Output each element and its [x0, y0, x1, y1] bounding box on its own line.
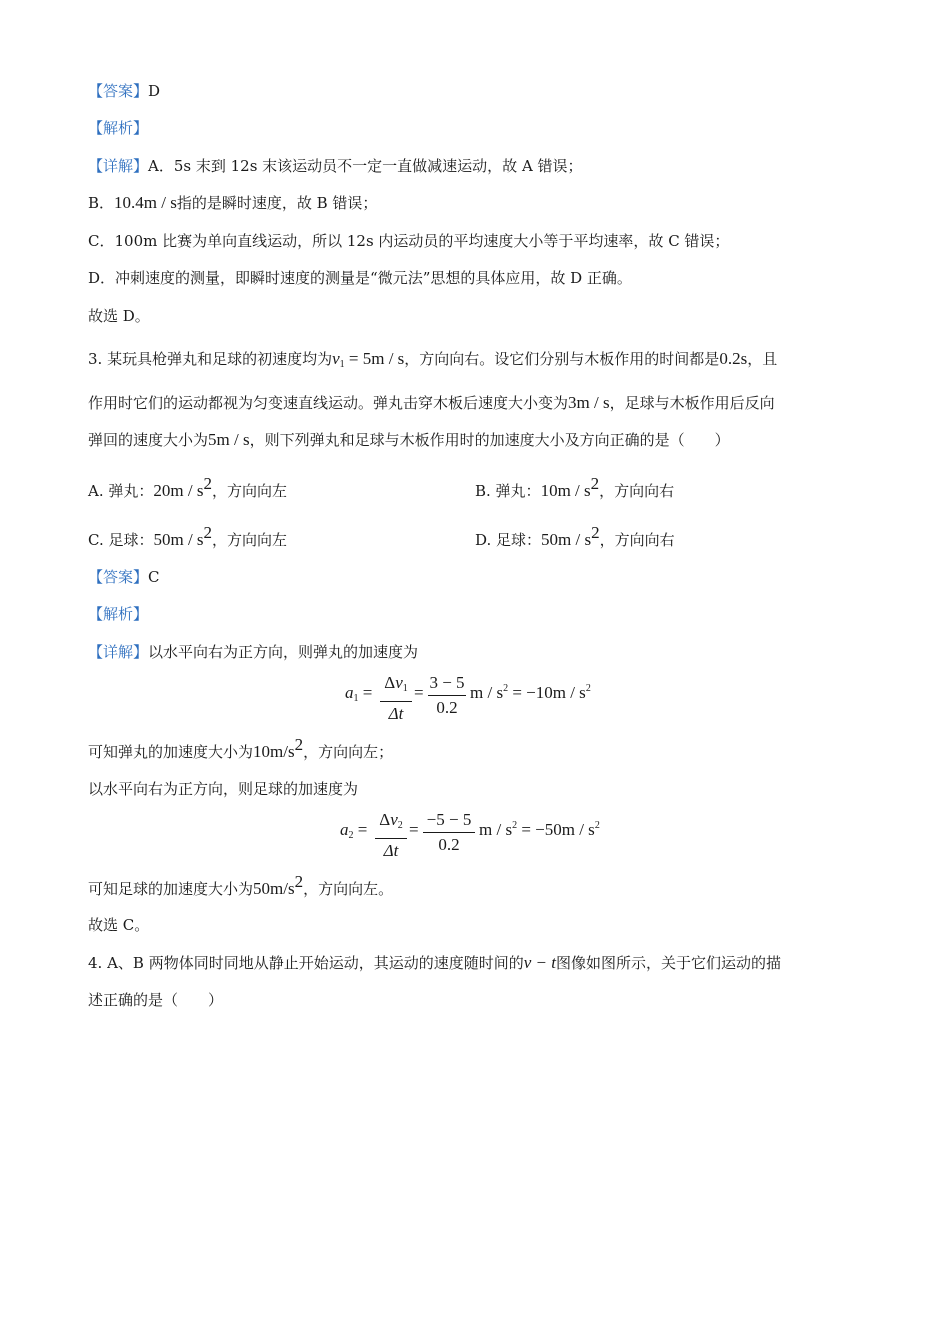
option-exponent: 2 [203, 474, 212, 493]
answer-value: D [148, 82, 161, 100]
result-exponent: 2 [594, 820, 600, 831]
velocity-subscript: 1 [402, 683, 408, 694]
option-exponent: 2 [591, 523, 600, 542]
q2-analysis-tag: 【解析】 [88, 119, 149, 137]
answer-tag: 【答案】 [88, 82, 149, 100]
result-text: ，方向向左； [303, 743, 394, 761]
delta-symbol: Δ [379, 810, 391, 829]
q4-stem-line-2: 述正确的是（ ） [88, 991, 224, 1009]
stem-text: ，方向向右。设它们分别与木板作用的时间都是 [404, 350, 720, 368]
delta-symbol: Δ [384, 673, 396, 692]
option-c [88, 522, 287, 551]
velocity-value: 5m / s [208, 430, 250, 449]
q3-ball-text: 以水平向右为正方向，则足球的加速度为 [88, 780, 359, 798]
stem-text: 图像如图所示，关于它们运动的描 [555, 954, 781, 972]
option-label: C. 足球： [88, 531, 154, 549]
q2-conclusion: 故选 D。 [88, 307, 150, 325]
q3-ball-result [88, 872, 393, 899]
q3-conclusion: 故选 C。 [88, 916, 150, 934]
q3-detail-line [88, 642, 418, 662]
option-value: 50m / s [541, 530, 592, 549]
stem-text: ，足球与木板作用后反向 [609, 394, 775, 412]
unit-exponent: 2 [512, 820, 518, 831]
q2-detail-line-d: D．冲刺速度的测量，即瞬时速度的测量是“微元法”思想的具体应用，故 D 正确。 [88, 269, 632, 287]
q2-answer-line [88, 81, 160, 101]
eq2-rhs [479, 820, 600, 840]
result-text: 可知弹丸的加速度大小为 [88, 743, 254, 761]
option-value: 10m / s [540, 481, 591, 500]
detail-text-b: 指的是瞬时速度，故 B 错误； [176, 194, 378, 212]
velocity-subscript: 1 [339, 359, 345, 370]
fraction-denominator: Δt [388, 704, 404, 723]
accel-subscript: 2 [348, 830, 354, 841]
result: = −50m / s [521, 820, 595, 839]
fraction-numerator: 3 − 5 [429, 673, 465, 692]
vt-graph-label: v − t [523, 953, 556, 972]
option-direction: ，方向向右 [599, 482, 675, 500]
unit-exponent: 2 [503, 683, 509, 694]
eq1-lhs: $a_1$ = [345, 683, 373, 704]
eq1-rhs [470, 683, 591, 703]
answer-value: C [148, 568, 160, 586]
unit: m / s [479, 820, 513, 839]
result-text: ，方向向左。 [303, 880, 394, 898]
fraction-denominator: Δt [383, 841, 399, 860]
option-label: D. 足球： [475, 531, 542, 549]
velocity-subscript: 2 [397, 820, 403, 831]
stem-text: 弹回的速度大小为 [88, 431, 209, 449]
q3-stem-line-3 [88, 430, 730, 450]
accel-symbol: a [345, 683, 354, 702]
velocity-symbol: v [395, 673, 403, 692]
stem-text: ，则下列弹丸和足球与木板作用时的加速度大小及方向正确的是（ ） [249, 431, 730, 449]
stem-text: 4. A、B 两物体同时同地从静止开始运动，其运动的速度随时间的 [88, 954, 524, 972]
q2-detail-line-c: C．100m 比赛为单向直线运动，所以 12s 内运动员的平均速度大小等于平均速率，故 C 错误； [88, 232, 730, 250]
accel-exponent: 2 [294, 735, 304, 754]
detail-text: 以水平向右为正方向，则弹丸的加速度为 [148, 643, 419, 661]
detail-text-a: A．5s 末到 12s 末该运动员不一定一直做减速运动，故 A 错误； [148, 157, 583, 175]
accel-subscript: 1 [353, 693, 359, 704]
stem-text: 3. 某玩具枪弹丸和足球的初速度均为 [88, 350, 333, 368]
eq1-fraction-1 [380, 672, 412, 725]
option-exponent: 2 [590, 474, 600, 493]
result-exponent: 2 [585, 683, 591, 694]
option-b [475, 473, 674, 502]
accel-value: 10m/s [253, 742, 295, 761]
accel-exponent: 2 [294, 872, 304, 891]
velocity-symbol: v [332, 349, 340, 368]
eq1-fraction-2 [428, 672, 466, 719]
answer-tag: 【答案】 [88, 568, 149, 586]
eq2-fraction-2 [423, 809, 475, 856]
option-prefix: B． [88, 194, 115, 212]
result: = −10m / s [512, 683, 586, 702]
q3-answer-line [88, 567, 160, 587]
option-value: 20m / s [153, 481, 204, 500]
q3-bullet-result [88, 735, 393, 762]
stem-text: ，且 [747, 350, 778, 368]
speed-value: 10.4m / s [114, 193, 177, 212]
q3-stem-line-2 [88, 393, 775, 413]
velocity-value: 3m / s [568, 393, 610, 412]
detail-tag: 【详解】 [88, 157, 149, 175]
result-text: 可知足球的加速度大小为 [88, 880, 254, 898]
velocity-symbol: v [390, 810, 398, 829]
fraction-denominator: 0.2 [438, 835, 460, 854]
fraction-numerator: −5 − 5 [426, 810, 472, 829]
accel-value: 50m/s [253, 879, 295, 898]
detail-tag: 【详解】 [88, 643, 149, 661]
option-label: A. 弹丸： [88, 482, 154, 500]
option-direction: ，方向向左 [211, 482, 287, 500]
option-a [88, 473, 287, 502]
option-exponent: 2 [203, 523, 213, 542]
time-value: 0.2s [719, 349, 748, 368]
option-value: 50m / s [153, 530, 204, 549]
option-d [475, 522, 675, 551]
q2-detail-line-b [88, 193, 377, 213]
unit: m / s [470, 683, 504, 702]
q4-stem-line-1 [88, 953, 781, 973]
accel-symbol: a [340, 820, 349, 839]
q3-analysis-tag: 【解析】 [88, 605, 149, 623]
option-label: B. 弹丸： [475, 482, 541, 500]
velocity-value: = 5m / s [344, 349, 405, 368]
option-direction: ，方向向左 [212, 531, 288, 549]
eq2-lhs: $a_2$ = [340, 820, 368, 841]
fraction-denominator: 0.2 [436, 698, 458, 717]
option-direction: ，方向向右 [599, 531, 675, 549]
eq2-fraction-1 [375, 809, 407, 862]
stem-text: 作用时它们的运动都视为匀变速直线运动。弹丸击穿木板后速度大小变为 [88, 394, 569, 412]
q3-stem-line-1 [88, 349, 777, 375]
q2-detail-line-a [88, 156, 583, 176]
